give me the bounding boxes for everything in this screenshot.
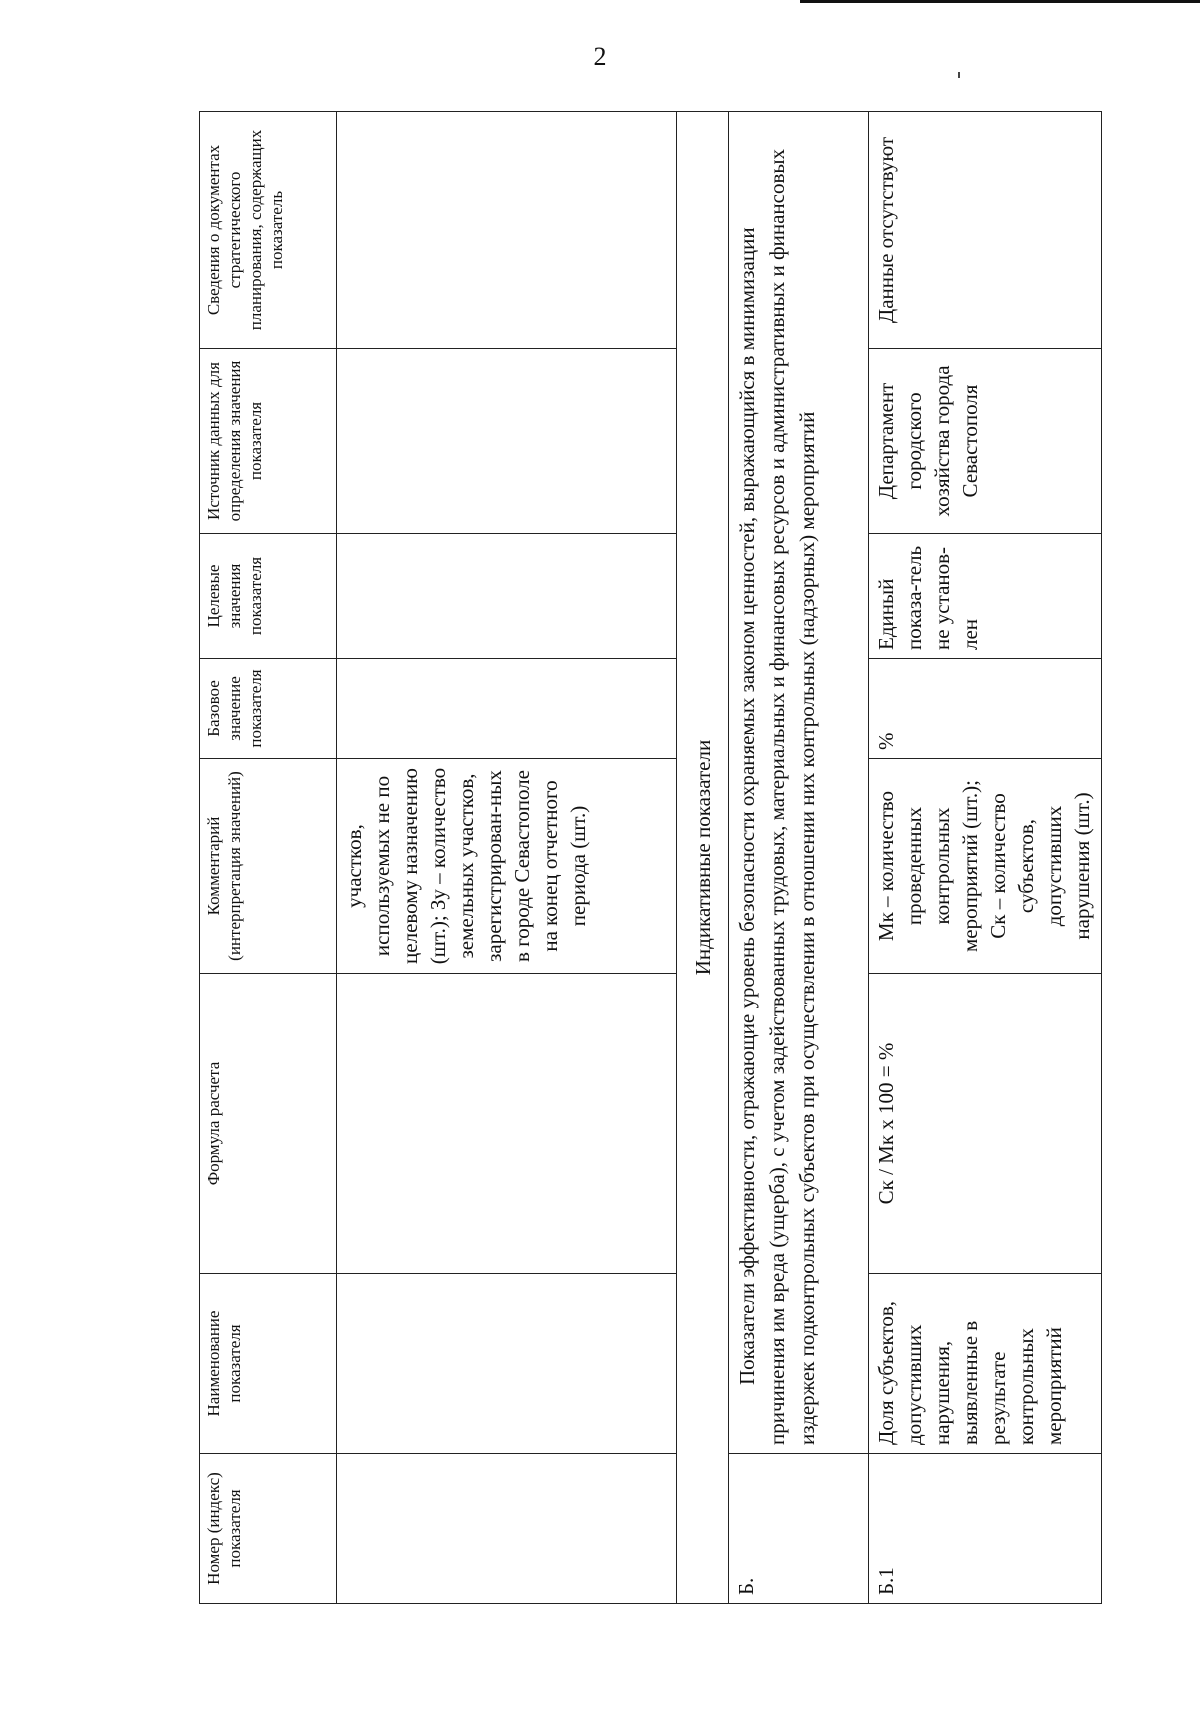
header-docs: Сведения о документах стратегического планирования, содержащих показатель xyxy=(200,112,337,349)
cell-empty xyxy=(337,534,677,659)
group-row xyxy=(729,112,869,1604)
top-edge-line xyxy=(800,0,1200,3)
cell-empty xyxy=(337,1454,677,1604)
b1-comment: Мк – количество проведенных контрольных мероприятий (шт.); Ск – количество субъектов, допустивших нарушения (шт.) xyxy=(869,759,1102,974)
cell-empty xyxy=(337,974,677,1274)
scan-speck xyxy=(958,72,960,78)
b1-source: Департамент городского хозяйства города Севастополя xyxy=(869,349,1102,534)
cell-empty xyxy=(337,112,677,349)
rotated-table-container xyxy=(199,112,1102,1604)
section-title: Индикативные показатели xyxy=(677,112,729,1604)
indicator-row-b1 xyxy=(869,112,1102,1604)
cell-empty xyxy=(337,349,677,534)
b1-formula: Ск / Мк х 100 = % xyxy=(869,974,1102,1274)
continued-comment-cell: участков, используемых не по целевому назначению (шт.); Зу – количество земельных участков, зарегистрирован-ных в городе Севастополе на конец отчетного периода (шт.) xyxy=(337,759,677,974)
group-description: Показатели эффективности, отражающие уровень безопасности охраняемых законом ценностей, выражающийся в минимизации причинения им вреда (ущерба), с учетом задействованных трудовых, материальных и финансовых ресурсов и административных и финансовых издержек подконтрольных субъектов при осуществлении в отношении них контрольных (надзорных) мероприятий xyxy=(729,112,869,1454)
continued-row xyxy=(337,112,677,1604)
b1-index: Б.1 xyxy=(869,1454,1102,1604)
header-index: Номер (индекс) показателя xyxy=(200,1454,337,1604)
b1-docs: Данные отсутствуют xyxy=(869,112,1102,349)
group-index: Б. xyxy=(729,1454,869,1604)
b1-target: Единый показа-тель не установ-лен xyxy=(869,534,1102,659)
header-formula: Формула расчета xyxy=(200,974,337,1274)
header-name: Наименование показателя xyxy=(200,1274,337,1454)
header-target: Целевые значения показателя xyxy=(200,534,337,659)
b1-name: Доля субъектов, допустивших нарушения, выявленные в результате контрольных мероприятий xyxy=(869,1274,1102,1454)
cell-empty xyxy=(337,1274,677,1454)
header-source: Источник данных для определения значения показателя xyxy=(200,349,337,534)
header-row xyxy=(200,112,337,1604)
b1-base: % xyxy=(869,659,1102,759)
section-row xyxy=(677,112,729,1604)
page-number: 2 xyxy=(593,42,607,71)
cell-empty xyxy=(337,659,677,759)
header-comment: Комментарий (интерпретация значений) xyxy=(200,759,337,974)
indicators-table xyxy=(199,111,1102,1604)
header-base: Базовое значение показателя xyxy=(200,659,337,759)
